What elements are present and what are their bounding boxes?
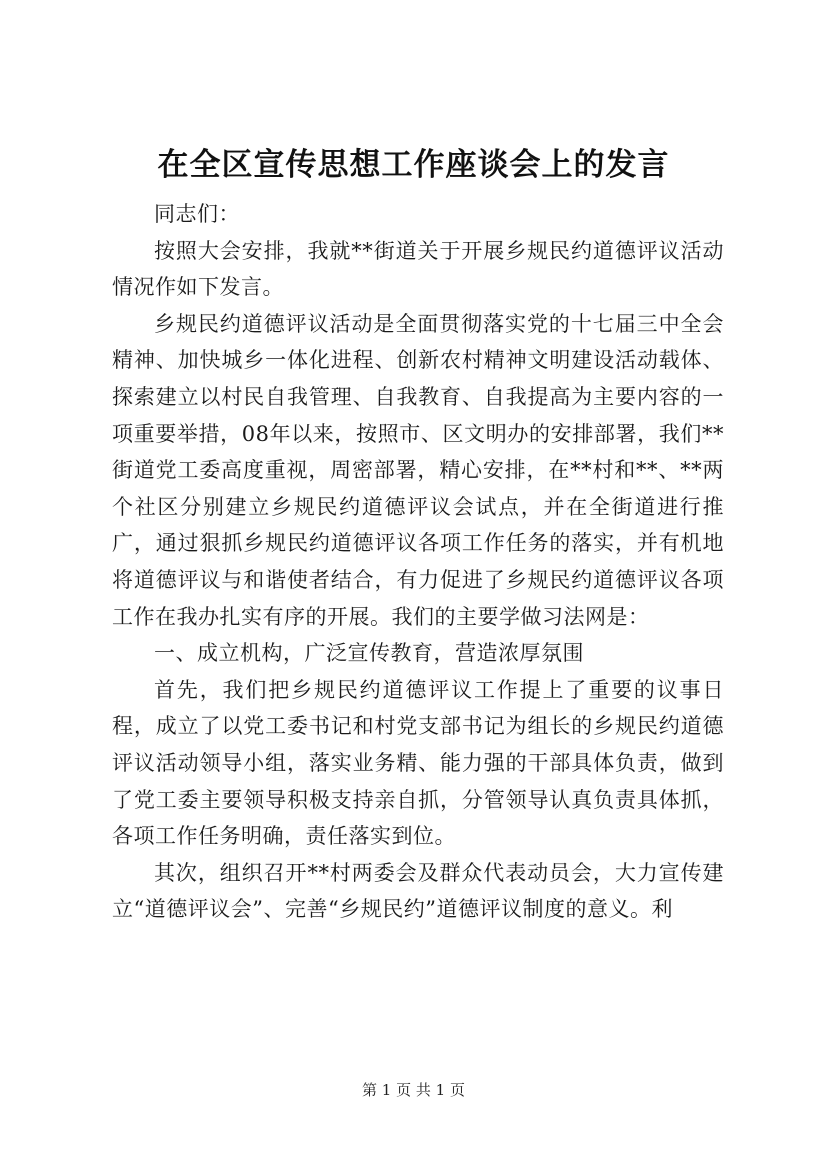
page-footer xyxy=(0,1080,827,1100)
page-number-label: 第 1 页 共 1 页 xyxy=(362,1081,465,1099)
document-body xyxy=(112,196,724,928)
paragraph-background: 乡规民约道德评议活动是全面贯彻落实党的十七届三中全会精神、加快城乡一体化进程、创新农村精神文明建设活动载体、探索建立以村民自我管理、自我教育、自我提高为主要内容的一项重要举措，08年以来，按照市、区文明办的安排部署，我们**街道党工委高度重视，周密部署，精心安排，在**村和**、**两个社区分别建立乡规民约道德评议会试点，并在全街道进行推广，通过狠抓乡规民约道德评议各项工作任务的落实，并有机地将道德评议与和谐使者结合，有力促进了乡规民约道德评议各项工作在我办扎实有序的开展。我们的主要学做习法网是： xyxy=(112,311,724,629)
paragraph-second: 其次，组织召开**村两委会及群众代表动员会，大力宣传建立“道德评议会”、完善“乡规民约”道德评议制度的意义。利 xyxy=(112,860,724,922)
paragraph-first: 首先，我们把乡规民约道德评议工作提上了重要的议事日程，成立了以党工委书记和村党支部书记为组长的乡规民约道德评议活动领导小组，落实业务精、能力强的干部具体负责，做到了党工委主要领导积极支持亲自抓，分管领导认真负责具体抓，各项工作任务明确，责任落实到位。 xyxy=(112,677,724,849)
section-heading-1: 一、成立机构，广泛宣传教育，营造浓厚氛围 xyxy=(154,641,584,666)
paragraph-intro: 按照大会安排，我就**街道关于开展乡规民约道德评议活动情况作如下发言。 xyxy=(112,238,724,300)
document-title: 在全区宣传思想工作座谈会上的发言 xyxy=(157,147,670,183)
paragraph-greeting: 同志们： xyxy=(154,202,240,226)
